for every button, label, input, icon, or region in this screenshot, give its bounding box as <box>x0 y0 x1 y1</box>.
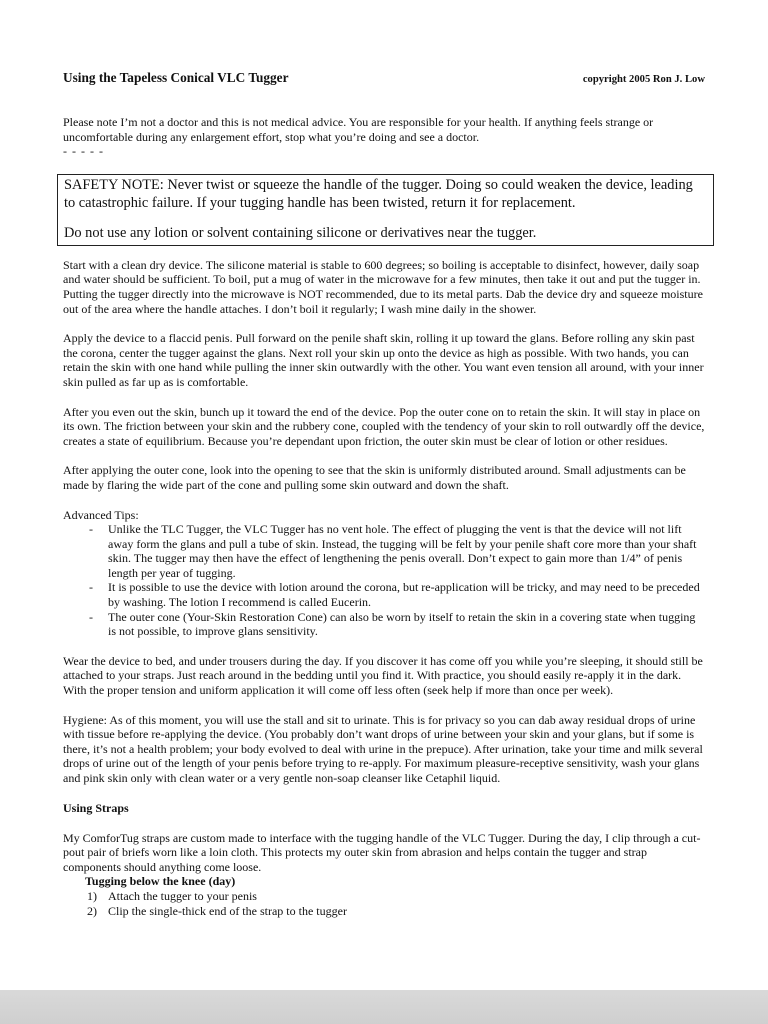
advanced-tips-list <box>63 522 705 639</box>
list-item: 2) Clip the single-thick end of the strap to the tugger <box>87 903 347 918</box>
paragraph-apply-device: Apply the device to a flaccid penis. Pull forward on the penile shaft skin, rolling it up toward the glans. Before rolling any skin past the corona, center the tugger against the glans. Next roll your skin up onto the device as high as possible. With two hands, you can retain the skin with one hand while pulling the inner skin outwardly with the other. You want even tension all around, with your inner skin pulled as far up as is comfortable. <box>63 331 704 389</box>
document-content <box>63 70 705 918</box>
paragraph-straps: My ComforTug straps are custom made to interface with the tugging handle of the VLC Tugger. During the day, I clip through a cut-pout pair of briefs worn like a loin cloth. This protects my outer skin from abrasion and helps contain the tugger and strap components should anything come loose. <box>63 830 701 874</box>
disclaimer-paragraph <box>63 115 705 159</box>
tip-text: It is possible to use the device with lotion around the corona, but re-application will be tricky, and may need to be preceded by washing. The lotion I recommend is called Eucerin. <box>108 580 700 610</box>
subsection-title-below-knee: Tugging below the knee (day) <box>85 874 236 889</box>
safety-note-text: SAFETY NOTE: Never twist or squeeze the handle of the tugger. Doing so could weaken the device, leading to catastrophic failure. If your tugging handle has been twisted, return it for replacement. <box>64 176 693 211</box>
list-item: 1) Attach the tugger to your penis <box>87 888 257 903</box>
advanced-tips-title: Advanced Tips: <box>63 507 139 522</box>
strap-steps-list <box>63 889 705 918</box>
paragraph-hygiene: Hygiene: As of this moment, you will use the stall and sit to urinate. This is for privacy so you can dab away residual drops of urine with tissue before re-applying the device. (You probably don’t want drops of urine between your skin and your glans, but if some is there, it’s not a health problem; your body evolved to deal with urine in the prepuce). After urination, take your time and milk several drops of urine out of the length of your penis before trying to re-apply. For maximum pleasure-receptive sensitivity, wash your glans and pink skin only with clean water or a very gentle non-soap cleanser like Cetaphil liquid. <box>63 712 703 785</box>
tip-text: The outer cone (Your-Skin Restoration Cone) can also be worn by itself to retain the skin in a covering state when tugging is not possible, to improve glans sensitivity. <box>108 609 696 639</box>
step-text: Clip the single-thick end of the strap to the tugger <box>108 903 347 918</box>
paragraph-wear-device: Wear the device to bed, and under trousers during the day. If you discover it has come off you while you’re sleeping, it should still be attached to your straps. Just reach around in the bedding until you find it. With practice, you should easily re-apply it in the dark. With the proper tension and uniform application it will come off less often (seek help if more than once per week). <box>63 653 703 698</box>
list-item: - The outer cone (Your-Skin Restoration Cone) can also be worn by itself to retain the skin in a covering state when tugging is not possible, to improve glans sensitivity. <box>89 609 696 639</box>
section-title-straps: Using Straps <box>63 800 129 815</box>
safety-lotion-warning: Do not use any lotion or solvent containing silicone or derivatives near the tugger. <box>64 224 537 241</box>
page-bottom-edge <box>0 990 768 1024</box>
step-text: Attach the tugger to your penis <box>108 888 257 903</box>
copyright-notice: copyright 2005 Ron J. Low <box>582 74 705 85</box>
separator-dashes: - - - - - <box>63 144 104 159</box>
disclaimer-text: Please note I’m not a doctor and this is not medical advice. You are responsible for your health. If anything feels strange or uncomfortable during any enlargement effort, stop what you’re doing and see a doctor. <box>63 115 654 144</box>
paragraph-clean-device: Start with a clean dry device. The silicone material is stable to 600 degrees; so boiling is acceptable to disinfect, however, daily soap and water should be sufficient. To boil, put a mug of water in the microwave for a few minutes, then take it out and put the tugger in. Putting the tugger directly into the microwave is NOT recommended, due to its metal parts. Dab the device dry and squeeze moisture out of the area where the handle attaches. I don’t boil it regularly; I wash mine daily in the shower. <box>63 257 703 316</box>
list-item: - It is possible to use the device with lotion around the corona, but re-application will be tricky, and may need to be preceded by washing. The lotion I recommend is called Eucerin. <box>89 580 700 610</box>
paragraph-adjustments: After applying the outer cone, look into the opening to see that the skin is uniformly distributed around. Small adjustments can be made by flaring the wide part of the cone and pulling some skin outward and down the shaft. <box>63 463 686 492</box>
safety-note-box <box>57 174 714 246</box>
tip-text: Unlike the TLC Tugger, the VLC Tugger has no vent hole. The effect of plugging the vent is that the device will not lift away form the glans and pull a tube of skin. Instead, the tugging will be felt by your penile shaft core more than your shaft skin. The tugger may then have the effect of lengthening the penis overall. Don’t expect to gain more than 1/4” of penis length per year of tugging. <box>108 522 697 580</box>
paragraph-outer-cone: After you even out the skin, bunch up it toward the end of the device. Pop the outer cone on to retain the skin. It will stay in place on its own. The friction between your skin and the rubbery cone, coupled with the tendency of your skin to roll outwardly off the device, creates a state of equilibrium. Because you’re dependant upon friction, the outer skin must be clear of lotion or other residues. <box>63 404 705 448</box>
list-item: - Unlike the TLC Tugger, the VLC Tugger has no vent hole. The effect of plugging the vent is that the device will not lift away form the glans and pull a tube of skin. Instead, the tugging will be felt by your penile shaft core more than your shaft skin. The tugger may then have the effect of lengthening the penis overall. Don’t expect to gain more than 1/4” of penis length per year of tugging. <box>89 522 697 580</box>
document-header <box>63 70 705 86</box>
document-title: Using the Tapeless Conical VLC Tugger <box>63 70 289 85</box>
